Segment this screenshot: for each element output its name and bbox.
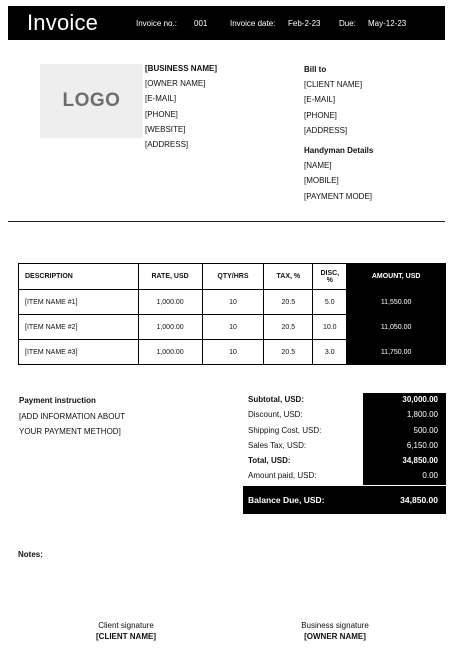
client-signature-name: [CLIENT NAME] xyxy=(96,631,156,641)
payment-instruction xyxy=(19,393,125,440)
table-header-row xyxy=(19,264,446,290)
handyman-name: [NAME] xyxy=(304,161,332,171)
business-phone: [PHONE] xyxy=(145,109,178,119)
item-disc: 3.0 xyxy=(313,340,347,365)
due-label: Due: xyxy=(339,19,356,28)
business-address: [ADDRESS] xyxy=(145,140,189,150)
invoice-header-bar xyxy=(8,6,445,40)
handyman-section xyxy=(304,143,373,204)
col-header-tax: TAX, % xyxy=(264,264,313,290)
subtotal-value: 30,000.00 xyxy=(402,395,438,404)
item-tax: 20.5 xyxy=(264,340,313,365)
business-owner: [OWNER NAME] xyxy=(145,79,206,89)
invoice-no-value: 001 xyxy=(194,19,208,28)
item-description: [ITEM NAME #1] xyxy=(19,290,139,315)
item-description: [ITEM NAME #2] xyxy=(19,315,139,340)
bill-to-heading: Bill to xyxy=(304,65,327,74)
client-signature xyxy=(66,621,186,642)
payment-heading: Payment instruction xyxy=(19,396,96,405)
sales-tax-value: 6,150.00 xyxy=(406,440,438,450)
shipping-row xyxy=(243,424,446,439)
invoice-no-label: Invoice no.: xyxy=(136,19,177,28)
business-signature xyxy=(275,621,395,642)
balance-due-value: 34,850.00 xyxy=(400,495,438,505)
handyman-mobile: [MOBILE] xyxy=(304,176,339,186)
invoice-date-label: Invoice date: xyxy=(230,19,276,28)
bill-to-address: [ADDRESS] xyxy=(304,125,348,135)
item-amount: 11,550.00 xyxy=(347,290,446,315)
item-rate: 1,000.00 xyxy=(138,340,202,365)
due-date-value: May-12-23 xyxy=(368,19,407,28)
company-logo: LOGO xyxy=(40,64,143,138)
table-row xyxy=(19,290,446,315)
handyman-heading: Handyman Details xyxy=(304,146,374,155)
bill-to-email: [E-MAIL] xyxy=(304,95,336,105)
item-tax: 20.5 xyxy=(264,315,313,340)
discount-label: Discount, USD: xyxy=(248,410,303,420)
invoice-date-value: Feb-2-23 xyxy=(288,19,321,28)
item-qty: 10 xyxy=(202,290,264,315)
item-disc: 10.0 xyxy=(313,315,347,340)
invoice-title: Invoice xyxy=(27,10,99,35)
business-name: [BUSINESS NAME] xyxy=(145,64,218,73)
total-row xyxy=(243,454,446,469)
amount-paid-row xyxy=(243,469,446,484)
totals-section xyxy=(243,393,446,485)
item-description: [ITEM NAME #3] xyxy=(19,340,139,365)
item-amount: 11,750.00 xyxy=(347,340,446,365)
business-website: [WEBSITE] xyxy=(145,124,186,134)
item-qty: 10 xyxy=(202,315,264,340)
item-tax: 20.5 xyxy=(264,290,313,315)
bill-to-client: [CLIENT NAME] xyxy=(304,80,363,90)
col-header-amount: AMOUNT, USD xyxy=(347,264,446,290)
shipping-value: 500.00 xyxy=(413,425,438,435)
subtotal-label: Subtotal, USD: xyxy=(248,395,304,404)
col-header-qty: QTY/HRS xyxy=(202,264,264,290)
item-amount: 11,050.00 xyxy=(347,315,446,340)
col-header-rate: RATE, USD xyxy=(138,264,202,290)
total-label: Total, USD: xyxy=(248,456,291,466)
amount-paid-value: 0.00 xyxy=(422,471,438,481)
subtotal-row xyxy=(243,393,446,408)
client-signature-label: Client signature xyxy=(98,621,154,630)
item-rate: 1,000.00 xyxy=(138,290,202,315)
sales-tax-row xyxy=(243,439,446,454)
handyman-payment-mode: [PAYMENT MODE] xyxy=(304,191,373,201)
discount-value: 1,800.00 xyxy=(406,410,438,420)
business-email: [E-MAIL] xyxy=(145,94,177,104)
payment-line-1: [ADD INFORMATION ABOUT xyxy=(19,411,126,421)
total-value: 34,850.00 xyxy=(402,456,438,466)
item-qty: 10 xyxy=(202,340,264,365)
business-signature-label: Business signature xyxy=(301,621,369,630)
shipping-label: Shipping Cost, USD: xyxy=(248,425,322,435)
amount-paid-label: Amount paid, USD: xyxy=(248,471,317,481)
item-rate: 1,000.00 xyxy=(138,315,202,340)
item-disc: 5.0 xyxy=(313,290,347,315)
balance-due-label: Balance Due, USD: xyxy=(248,495,325,505)
business-details xyxy=(145,61,217,152)
section-divider xyxy=(8,221,445,222)
col-header-description: DESCRIPTION xyxy=(19,264,139,290)
discount-row xyxy=(243,408,446,423)
items-table xyxy=(18,263,446,365)
sales-tax-label: Sales Tax, USD: xyxy=(248,440,307,450)
col-header-disc: DISC, % xyxy=(313,264,347,290)
bill-to-phone: [PHONE] xyxy=(304,110,337,120)
notes-label: Notes: xyxy=(18,550,43,559)
business-signature-name: [OWNER NAME] xyxy=(304,631,366,641)
bill-to-section xyxy=(304,62,362,138)
table-row xyxy=(19,315,446,340)
payment-line-2: YOUR PAYMENT METHOD] xyxy=(19,427,121,436)
table-row xyxy=(19,340,446,365)
balance-due-bar xyxy=(243,486,446,514)
